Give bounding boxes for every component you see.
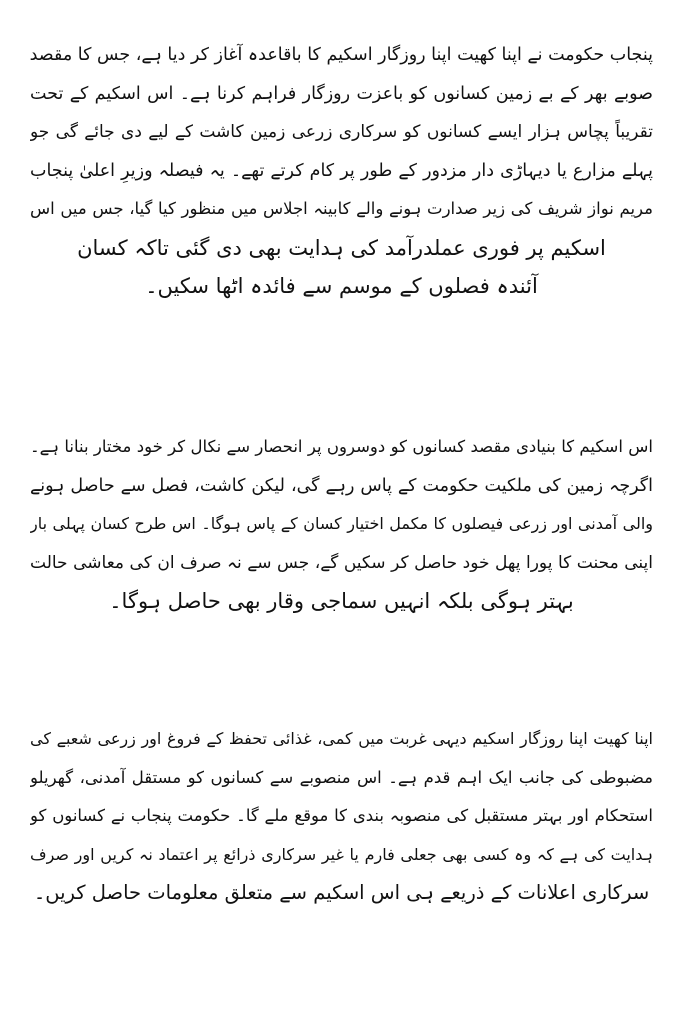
text-line: پنجاب حکومت نے اپنا کھیت اپنا روزگار اسکیم کا باقاعدہ آغاز کر دیا ہے، جس کا مقصد — [30, 45, 653, 65]
text-line: تقریباً پچاس ہزار ایسے کسانوں کو سرکاری زرعی زمین کاشت کے لیے دی جائے گی جو — [30, 122, 653, 142]
article-paragraph-1 — [30, 36, 653, 306]
text-line: اگرچہ زمین کی ملکیت حکومت کے پاس رہے گی، لیکن کاشت، فصل سے حاصل ہونے — [30, 475, 653, 496]
text-line: بہتر ہوگی بلکہ انہیں سماجی وقار بھی حاصل ہوگا۔ — [109, 589, 574, 613]
text-line: اس اسکیم کا بنیادی مقصد کسانوں کو دوسروں پر انحصار سے نکال کر خود مختار بنانا ہے۔ — [30, 437, 653, 456]
text-line: ہدایت کی ہے کہ وہ کسی بھی جعلی فارم یا غیر سرکاری ذرائع پر اعتماد نہ کریں اور صرف — [30, 844, 653, 864]
text-line: پہلے مزارع یا دیہاڑی دار مزدور کے طور پر کام کرتے تھے۔ یہ فیصلہ وزیرِ اعلیٰ پنجاب — [30, 160, 653, 181]
article-paragraph-2 — [30, 428, 653, 621]
text-line: اپنی محنت کا پورا پھل خود حاصل کر سکیں گے، جس سے نہ صرف ان کی معاشی حالت — [30, 552, 653, 573]
article-paragraph-3 — [30, 720, 653, 913]
text-line: آئندہ فصلوں کے موسم سے فائدہ اٹھا سکیں۔ — [145, 274, 538, 298]
text-line: اسکیم پر فوری عملدرآمد کی ہدایت بھی دی گئی تاکہ کسان — [77, 235, 606, 260]
text-line: مضبوطی کی جانب ایک اہم قدم ہے۔ اس منصوبے سے کسانوں کو مستقل آمدنی، گھریلو — [30, 767, 653, 787]
text-line: مریم نواز شریف کی زیر صدارت ہونے والے کابینہ اجلاس میں منظور کیا گیا، جس میں اس — [30, 199, 653, 218]
text-line: والی آمدنی اور زرعی فیصلوں کا مکمل اختیار کسان کے پاس ہوگا۔ اس طرح کسان پہلی بار — [30, 514, 653, 533]
text-line: استحکام اور بہتر مستقبل کی منصوبہ بندی کا موقع ملے گا۔ حکومت پنجاب نے کسانوں کو — [30, 806, 653, 825]
text-line: اپنا کھیت اپنا روزگار اسکیم دیہی غربت میں کمی، غذائی تحفظ کے فروغ اور زرعی شعبے کی — [30, 729, 653, 748]
text-line: سرکاری اعلانات کے ذریعے ہی اس اسکیم سے متعلق معلومات حاصل کریں۔ — [33, 881, 650, 904]
text-line: صوبے بھر کے بے زمین کسانوں کو باعزت روزگار فراہم کرنا ہے۔ اس اسکیم کے تحت — [30, 83, 653, 104]
